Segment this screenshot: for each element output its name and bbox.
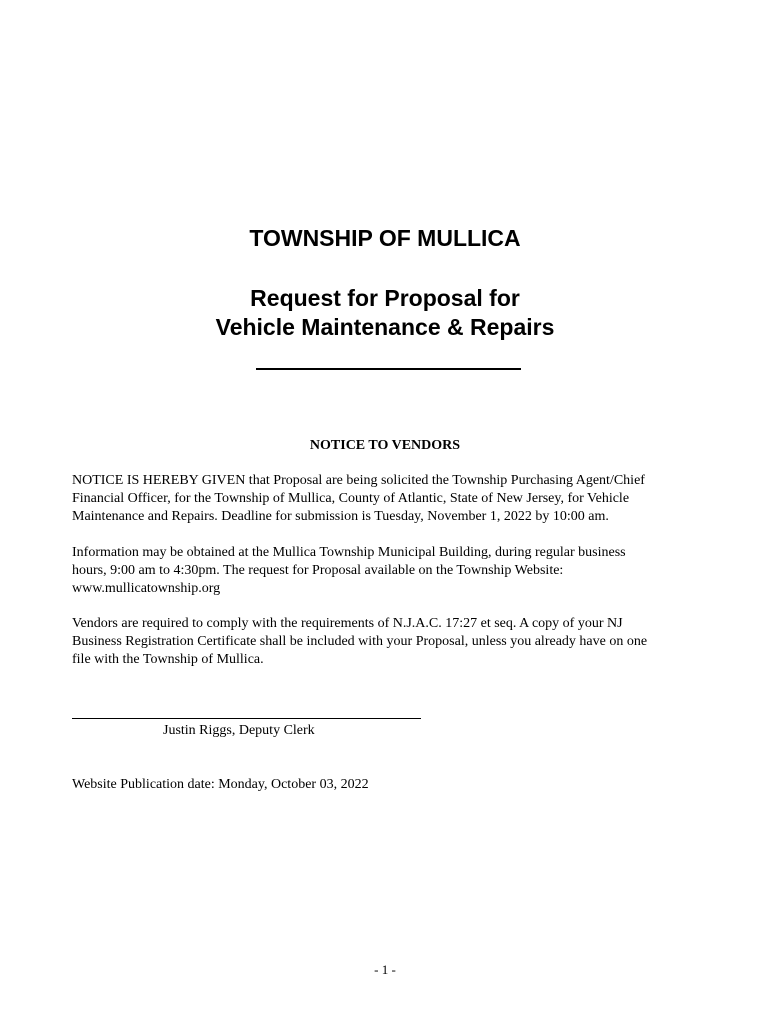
- paragraph-line: NOTICE IS HEREBY GIVEN that Proposal are being solicited the Township Purchasing Agent/Chief: [72, 473, 645, 488]
- notice-heading: NOTICE TO VENDORS: [309, 438, 461, 453]
- paragraph-line: Business Registration Certificate shall be included with your Proposal, unless you already have on one: [72, 634, 648, 649]
- title-underline: [256, 368, 521, 370]
- page-number: - 1 -: [374, 962, 396, 977]
- paragraph-line: Financial Officer, for the Township of Mullica, County of Atlantic, State of New Jersey, for Vehicle: [72, 491, 630, 506]
- signature-line: [72, 718, 421, 719]
- paragraph-line: Maintenance and Repairs. Deadline for submission is Tuesday, November 1, 2022 by 10:00 am.: [72, 509, 609, 524]
- paragraph-line: file with the Township of Mullica.: [72, 652, 264, 667]
- information-paragraph: [72, 544, 712, 598]
- signatory-name: Justin Riggs, Deputy Clerk: [163, 723, 315, 738]
- paragraph-line: Information may be obtained at the Mullica Township Municipal Building, during regular business: [72, 545, 626, 560]
- publication-date: Website Publication date: Monday, October 03, 2022: [72, 777, 369, 792]
- requirements-paragraph: [72, 615, 712, 669]
- rfp-title-line2: Vehicle Maintenance & Repairs: [215, 314, 555, 340]
- rfp-title-line1: Request for Proposal for: [250, 285, 520, 311]
- website-url: www.mullicatownship.org: [72, 581, 221, 596]
- paragraph-line: hours, 9:00 am to 4:30pm. The request for Proposal available on the Township Website:: [72, 563, 564, 578]
- notice-paragraph: [72, 472, 712, 526]
- paragraph-line: Vendors are required to comply with the requirements of N.J.A.C. 17:27 et seq. A copy of your NJ: [72, 616, 623, 631]
- organization-title: TOWNSHIP OF MULLICA: [249, 225, 521, 251]
